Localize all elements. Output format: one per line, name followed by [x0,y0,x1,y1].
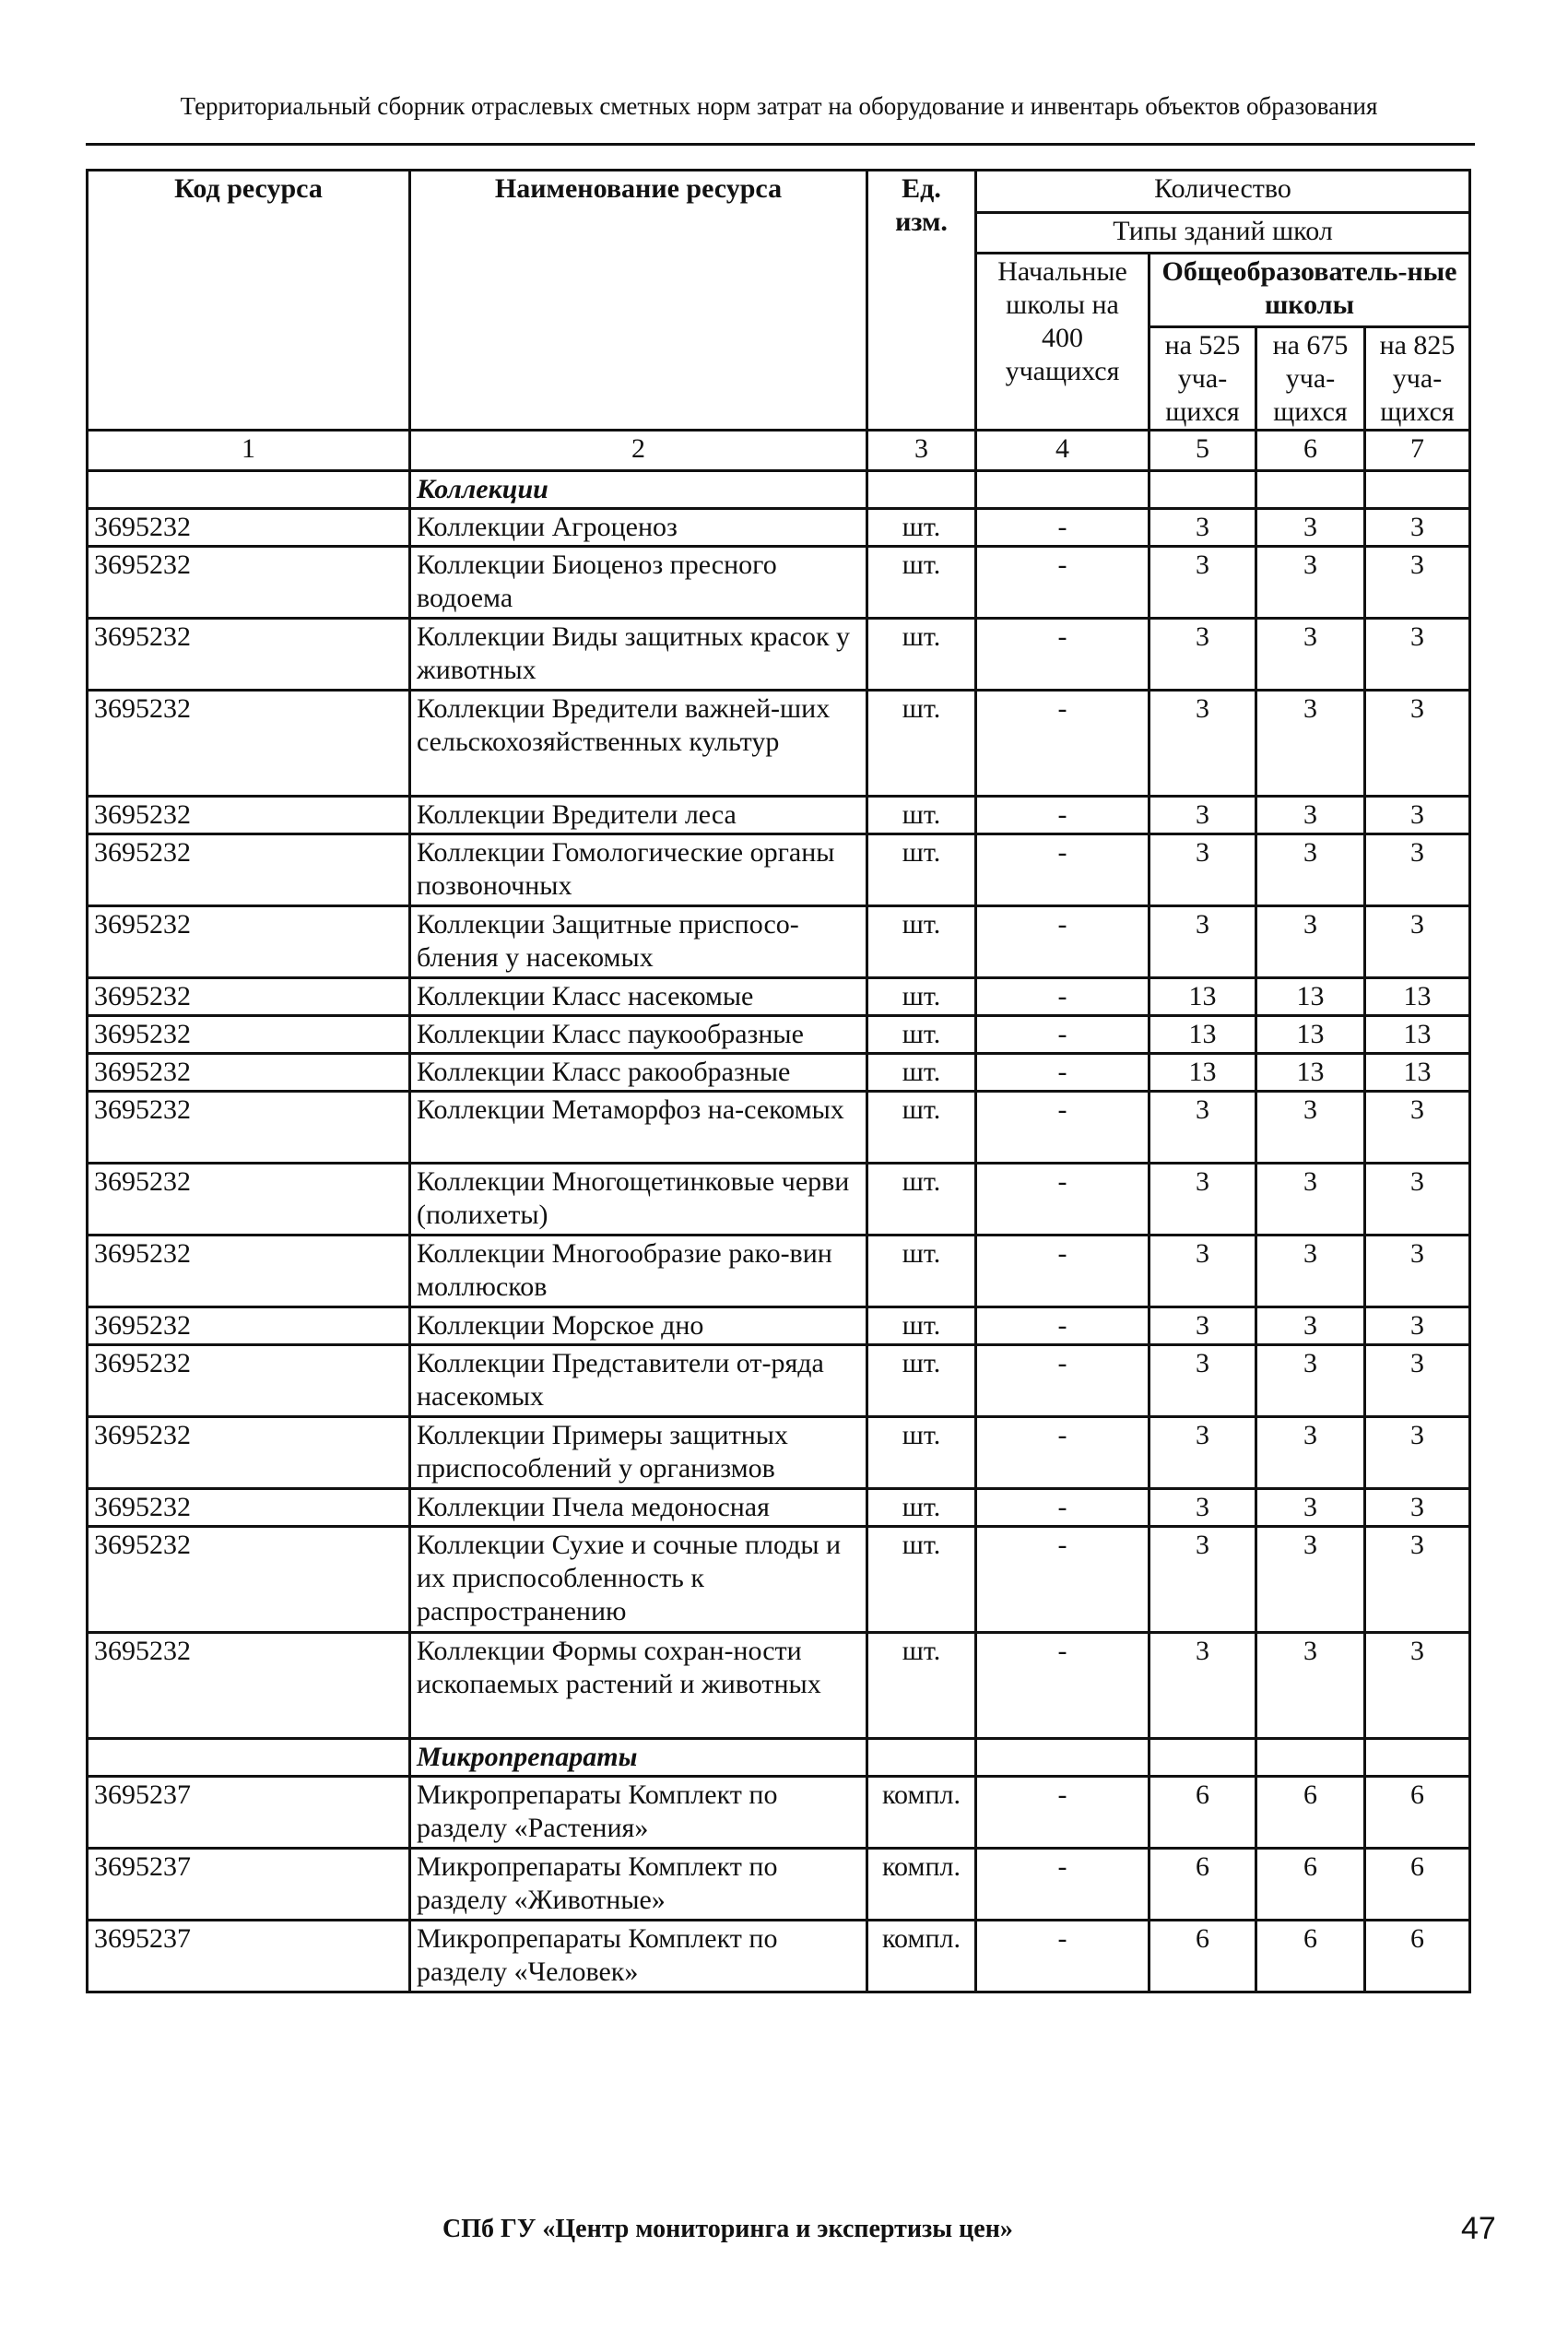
qty-525: 3 [1149,834,1256,906]
empty-cell [1149,1739,1256,1777]
resource-unit: шт. [867,906,976,978]
qty-825: 3 [1365,1092,1470,1164]
resource-code: 3695232 [88,1016,410,1054]
column-number: 2 [410,431,867,471]
header-general-schools: Общеобразователь-ные школы [1149,254,1470,327]
qty-525: 6 [1149,1777,1256,1849]
column-number-row [88,431,1470,471]
resource-name: Коллекции Метаморфоз на-секомых [410,1092,867,1164]
table-row [88,1345,1470,1417]
qty-525: 13 [1149,978,1256,1016]
qty-675: 3 [1256,1236,1365,1307]
resource-name: Коллекции Вредители важней-ших сельскохозяйственных культур [410,691,867,797]
qty-primary-400: - [976,978,1149,1016]
table-row [88,1236,1470,1307]
header-525: на 525 уча-щихся [1149,327,1256,431]
qty-825: 3 [1365,1164,1470,1236]
qty-825: 6 [1365,1921,1470,1992]
qty-825: 3 [1365,1307,1470,1345]
qty-primary-400: - [976,619,1149,691]
resource-unit: шт. [867,619,976,691]
header-rule [86,143,1475,146]
resource-code: 3695237 [88,1849,410,1921]
resource-code: 3695232 [88,1164,410,1236]
section-row [88,1739,1470,1777]
header-unit: Ед. изм. [867,171,976,431]
qty-primary-400: - [976,1054,1149,1092]
table-row [88,509,1470,547]
qty-primary-400: - [976,1236,1149,1307]
qty-675: 6 [1256,1849,1365,1921]
qty-primary-400: - [976,1527,1149,1633]
column-number: 4 [976,431,1149,471]
qty-primary-400: - [976,691,1149,797]
resource-name: Коллекции Класс насекомые [410,978,867,1016]
resource-name: Коллекции Агроценоз [410,509,867,547]
empty-cell [867,1739,976,1777]
qty-525: 3 [1149,1307,1256,1345]
resource-name: Коллекции Класс ракообразные [410,1054,867,1092]
header-825: на 825 уча-щихся [1365,327,1470,431]
resource-name: Коллекции Сухие и сочные плоды и их приспособленность к распространению [410,1527,867,1633]
resource-code: 3695232 [88,691,410,797]
column-number: 5 [1149,431,1256,471]
table-row [88,978,1470,1016]
qty-525: 3 [1149,1489,1256,1527]
empty-cell [1256,471,1365,509]
table-row [88,691,1470,797]
table-row [88,797,1470,834]
qty-675: 6 [1256,1777,1365,1849]
resource-unit: шт. [867,1236,976,1307]
resource-code: 3695232 [88,1633,410,1739]
resource-unit: шт. [867,797,976,834]
header-quantity: Количество [976,171,1470,213]
resource-unit: шт. [867,1307,976,1345]
qty-825: 3 [1365,691,1470,797]
resource-unit: шт. [867,1633,976,1739]
resource-unit: шт. [867,1417,976,1489]
qty-675: 3 [1256,547,1365,619]
empty-cell [976,1739,1149,1777]
qty-525: 3 [1149,1164,1256,1236]
qty-primary-400: - [976,906,1149,978]
qty-primary-400: - [976,1489,1149,1527]
page-footer: СПб ГУ «Центр мониторинга и экспертизы цен» [442,2215,1013,2243]
qty-675: 3 [1256,797,1365,834]
section-title: Коллекции [410,471,867,509]
resource-name: Коллекции Многообразие рако-вин моллюсков [410,1236,867,1307]
qty-825: 3 [1365,906,1470,978]
resource-code: 3695232 [88,1489,410,1527]
qty-825: 6 [1365,1849,1470,1921]
qty-675: 13 [1256,978,1365,1016]
resource-unit: шт. [867,1164,976,1236]
qty-675: 13 [1256,1054,1365,1092]
resource-code: 3695232 [88,797,410,834]
resource-unit: шт. [867,1527,976,1633]
qty-825: 13 [1365,1016,1470,1054]
resource-code: 3695232 [88,1527,410,1633]
table-row [88,619,1470,691]
qty-675: 3 [1256,1527,1365,1633]
qty-825: 6 [1365,1777,1470,1849]
empty-cell [1365,1739,1470,1777]
resource-code: 3695237 [88,1777,410,1849]
table-row [88,1527,1470,1633]
resource-name: Коллекции Гомологические органы позвоночных [410,834,867,906]
table-row [88,1777,1470,1849]
qty-825: 3 [1365,1527,1470,1633]
qty-primary-400: - [976,1016,1149,1054]
qty-525: 3 [1149,1345,1256,1417]
qty-primary-400: - [976,1849,1149,1921]
resource-name: Коллекции Виды защитных красок у животных [410,619,867,691]
qty-primary-400: - [976,1164,1149,1236]
qty-825: 3 [1365,547,1470,619]
table-row [88,1307,1470,1345]
qty-675: 3 [1256,1307,1365,1345]
empty-cell [1365,471,1470,509]
resource-code: 3695232 [88,1345,410,1417]
empty-cell [867,471,976,509]
table-row [88,1921,1470,1992]
qty-525: 13 [1149,1054,1256,1092]
table-row [88,1164,1470,1236]
resource-unit: шт. [867,691,976,797]
resource-code: 3695232 [88,1417,410,1489]
resource-unit: компл. [867,1921,976,1992]
empty-cell [1149,471,1256,509]
resource-code: 3695232 [88,978,410,1016]
qty-525: 3 [1149,691,1256,797]
resource-name: Микропрепараты Комплект по разделу «Человек» [410,1921,867,1992]
qty-primary-400: - [976,1092,1149,1164]
table-row [88,1489,1470,1527]
resource-unit: шт. [867,1016,976,1054]
table-row [88,1016,1470,1054]
resource-name: Коллекции Пчела медоносная [410,1489,867,1527]
qty-primary-400: - [976,1777,1149,1849]
header-code: Код ресурса [88,171,410,431]
qty-primary-400: - [976,547,1149,619]
header-675: на 675 уча-щихся [1256,327,1365,431]
qty-525: 3 [1149,1236,1256,1307]
resource-code: 3695232 [88,509,410,547]
qty-825: 3 [1365,619,1470,691]
qty-825: 3 [1365,509,1470,547]
qty-primary-400: - [976,509,1149,547]
resource-unit: шт. [867,1489,976,1527]
section-row [88,471,1470,509]
table-row [88,1092,1470,1164]
qty-825: 3 [1365,1417,1470,1489]
table-body [88,471,1470,1992]
qty-675: 3 [1256,1092,1365,1164]
qty-825: 3 [1365,1236,1470,1307]
qty-825: 3 [1365,1345,1470,1417]
page-number: 47 [1461,2211,1496,2246]
qty-525: 3 [1149,619,1256,691]
qty-825: 3 [1365,834,1470,906]
table-row [88,1054,1470,1092]
qty-675: 3 [1256,1417,1365,1489]
resource-name: Коллекции Многощетинковые черви (полихеты) [410,1164,867,1236]
qty-525: 13 [1149,1016,1256,1054]
resource-unit: компл. [867,1849,976,1921]
resource-unit: шт. [867,1054,976,1092]
column-number: 7 [1365,431,1470,471]
qty-825: 3 [1365,797,1470,834]
resource-unit: компл. [867,1777,976,1849]
table-row [88,1633,1470,1739]
header-school-types: Типы зданий школ [976,213,1470,254]
qty-525: 3 [1149,547,1256,619]
resource-code: 3695232 [88,619,410,691]
qty-525: 3 [1149,1092,1256,1164]
column-number: 6 [1256,431,1365,471]
resource-unit: шт. [867,1092,976,1164]
resource-code: 3695232 [88,1236,410,1307]
qty-525: 6 [1149,1849,1256,1921]
header-name: Наименование ресурса [410,171,867,431]
resource-name: Микропрепараты Комплект по разделу «Растения» [410,1777,867,1849]
qty-525: 6 [1149,1921,1256,1992]
qty-675: 3 [1256,834,1365,906]
qty-675: 3 [1256,906,1365,978]
qty-primary-400: - [976,834,1149,906]
empty-cell [88,471,410,509]
resource-name: Микропрепараты Комплект по разделу «Животные» [410,1849,867,1921]
table-row [88,906,1470,978]
resource-code: 3695232 [88,1092,410,1164]
resource-name: Коллекции Класс паукообразные [410,1016,867,1054]
qty-primary-400: - [976,1633,1149,1739]
resource-unit: шт. [867,509,976,547]
empty-cell [1256,1739,1365,1777]
qty-675: 3 [1256,1633,1365,1739]
qty-primary-400: - [976,1417,1149,1489]
qty-primary-400: - [976,797,1149,834]
resource-unit: шт. [867,547,976,619]
resource-code: 3695232 [88,834,410,906]
table-row [88,1849,1470,1921]
qty-675: 13 [1256,1016,1365,1054]
header-primary-400: Начальные школы на 400 учащихся [976,254,1149,431]
resource-name: Коллекции Примеры защитных приспособлений у организмов [410,1417,867,1489]
qty-825: 13 [1365,978,1470,1016]
qty-primary-400: - [976,1921,1149,1992]
qty-525: 3 [1149,906,1256,978]
resource-name: Коллекции Защитные приспосо-бления у насекомых [410,906,867,978]
qty-525: 3 [1149,1633,1256,1739]
resource-unit: шт. [867,978,976,1016]
resource-unit: шт. [867,834,976,906]
qty-675: 3 [1256,1345,1365,1417]
resource-name: Коллекции Формы сохран-ности ископаемых растений и животных [410,1633,867,1739]
section-title: Микропрепараты [410,1739,867,1777]
qty-675: 3 [1256,619,1365,691]
table-row [88,834,1470,906]
column-number: 1 [88,431,410,471]
resource-code: 3695232 [88,906,410,978]
resource-code: 3695232 [88,547,410,619]
qty-825: 13 [1365,1054,1470,1092]
qty-525: 3 [1149,797,1256,834]
table-row [88,1417,1470,1489]
resource-code: 3695237 [88,1921,410,1992]
empty-cell [976,471,1149,509]
resource-name: Коллекции Вредители леса [410,797,867,834]
qty-675: 3 [1256,691,1365,797]
resource-unit: шт. [867,1345,976,1417]
qty-primary-400: - [976,1307,1149,1345]
qty-675: 3 [1256,1489,1365,1527]
resource-code: 3695232 [88,1307,410,1345]
qty-primary-400: - [976,1345,1149,1417]
qty-525: 3 [1149,1527,1256,1633]
qty-525: 3 [1149,509,1256,547]
empty-cell [88,1739,410,1777]
resource-name: Коллекции Представители от-ряда насекомых [410,1345,867,1417]
resource-code: 3695232 [88,1054,410,1092]
resource-table [86,169,1471,1993]
page-header: Территориальный сборник отраслевых сметных норм затрат на оборудование и инвентарь объектов образования [180,92,1378,120]
qty-675: 6 [1256,1921,1365,1992]
qty-825: 3 [1365,1489,1470,1527]
column-number: 3 [867,431,976,471]
qty-675: 3 [1256,509,1365,547]
table-row [88,547,1470,619]
qty-525: 3 [1149,1417,1256,1489]
resource-name: Коллекции Морское дно [410,1307,867,1345]
qty-825: 3 [1365,1633,1470,1739]
qty-675: 3 [1256,1164,1365,1236]
resource-name: Коллекции Биоценоз пресного водоема [410,547,867,619]
